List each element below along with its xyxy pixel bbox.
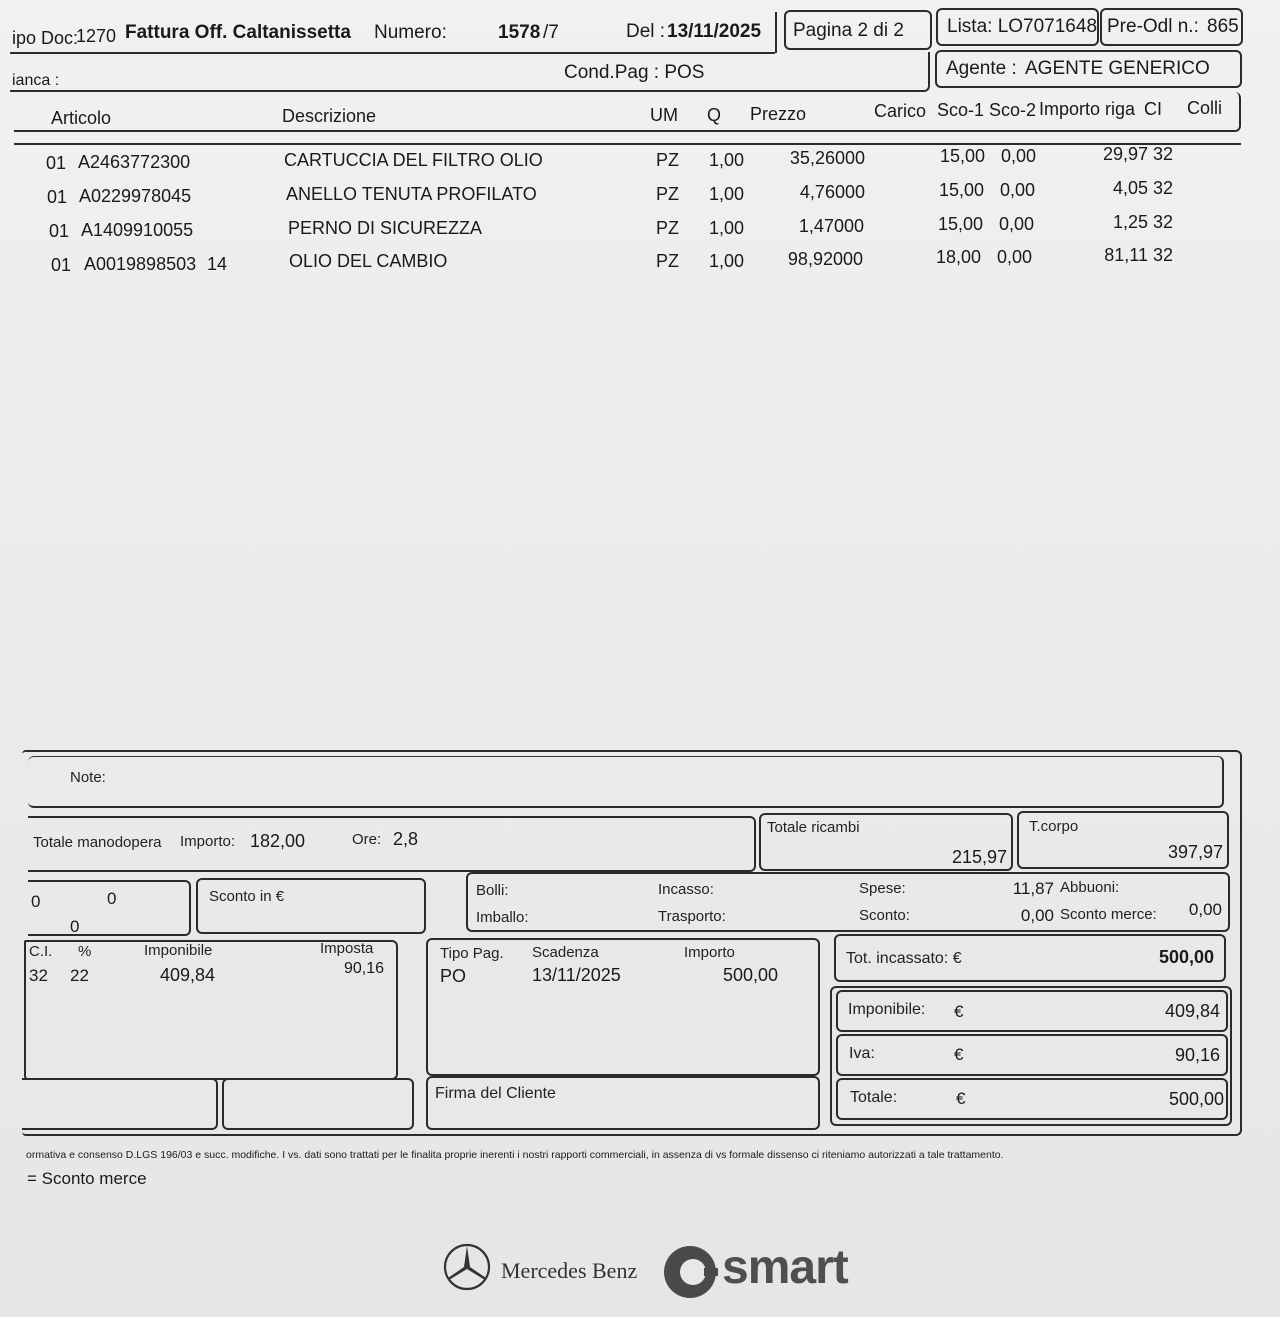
row-prezzo: 1,47000 [798,216,864,236]
row-ci: 32 [1153,212,1174,232]
col-q: Q [707,105,722,125]
iva-tot-value: 90,16 [1174,1045,1220,1065]
cond-pag: Cond.Pag : POS [564,62,705,83]
mercedes-logo [442,1242,492,1297]
iva-imponibile-value: 409,84 [160,965,216,985]
row-sco2: 0,00 [1000,180,1036,200]
smart-logo-icon [662,1244,718,1300]
iva-imponibile-label: Imponibile [144,942,213,959]
euro-sign: € [954,1002,964,1021]
sconto-merce-label: Sconto merce: [1060,906,1157,923]
sconto-box [196,878,426,934]
row-articolo: A0229978045 [79,186,192,206]
manodopera-ore-label: Ore: [352,831,382,848]
lista: Lista: LO7071648 [947,16,1098,37]
spese-value: 11,87 [1012,879,1054,898]
row-articolo: A2463772300 [78,152,191,172]
row-mag: 01 [47,187,68,207]
col-sco2: Sco-2 [989,100,1037,120]
row-articolo: A0019898503 [84,254,197,274]
firma-box [426,1076,820,1130]
imponibile-tot-value: 409,84 [1164,1001,1220,1021]
pre-odl-value: 865 [1207,16,1239,37]
pre-odl-box [1100,8,1243,46]
col-carico: Carico [874,101,927,121]
row-ci: 32 [1153,178,1174,198]
row-prezzo: 35,26000 [789,148,865,168]
iva-pct-value: 22 [70,966,89,985]
smart-text: smart [722,1241,848,1294]
imponibile-tot-box [836,990,1228,1032]
note-label: Note: [70,769,106,786]
row-um: PZ [656,251,680,271]
row-sco2: 0,00 [1001,146,1037,166]
row-importo: 81,11 [1104,245,1148,265]
imballo-label: Imballo: [476,909,529,926]
abbuoni-label: Abbuoni: [1060,879,1120,896]
table-header [14,92,1241,132]
manodopera-label: Totale manodopera [33,834,162,851]
row-importo: 29,97 [1102,144,1148,164]
row-ci: 32 [1153,245,1174,265]
empty-box-2 [222,1078,414,1130]
iva-ci-label: C.I. [29,943,53,960]
row-sco1: 15,00 [940,146,986,166]
row-descrizione: CARTUCCIA DEL FILTRO OLIO [284,150,543,170]
pagina-box [784,10,932,50]
banca-label: ianca : [12,72,60,89]
row-prezzo: 98,92000 [787,249,863,269]
row-sco1: 18,00 [936,247,982,267]
totale-value: 500,00 [1168,1089,1224,1109]
row-sco1: 15,00 [939,180,985,200]
col-descrizione: Descrizione [282,106,377,126]
totale-label: Totale: [850,1089,898,1106]
sconto-spese-label: Sconto: [859,907,910,924]
row-sco2: 0,00 [999,214,1035,234]
imponibile-tot-label: Imponibile: [848,1001,926,1018]
incasso-label: Incasso: [658,881,714,898]
col-colli: Colli [1187,98,1223,118]
row-prezzo: 4,76000 [799,182,865,202]
row-extra: 14 [207,254,228,274]
row-mag: 01 [46,153,67,173]
row-q: 1,00 [709,218,745,238]
row-descrizione: ANELLO TENUTA PROFILATO [286,184,537,204]
scadenza-value: 13/11/2025 [532,965,621,985]
agente-label: Agente : [946,58,1017,79]
t-corpo-label: T.corpo [1029,818,1079,835]
del-value: 13/11/2025 [667,21,762,42]
bolli-label: Bolli: [476,882,509,899]
mercedes-star-icon [442,1242,492,1292]
totale-ricambi-label: Totale ricambi [767,819,860,836]
zero-c: 0 [70,917,80,936]
row-importo: 1,25 [1112,212,1148,232]
iva-tot-box [836,1034,1228,1076]
totale-box [836,1078,1228,1120]
importo-pag-value: 500,00 [722,965,778,985]
tipo-doc-label: ipo Doc: [12,28,79,48]
iva-tot-label: Iva: [849,1045,875,1062]
iva-box [24,940,398,1080]
lista-box [936,8,1099,46]
spese-label: Spese: [859,880,906,897]
row-sco2: 0,00 [997,247,1033,267]
row-q: 1,00 [709,184,745,204]
tot-incassato-value: 500,00 [1158,947,1214,967]
col-importo: Importo riga [1039,99,1136,119]
numero-suffix: /7 [543,22,559,43]
sconto-spese-value: 0,00 [1020,906,1054,925]
zero-a: 0 [31,892,41,911]
doc-title: Fattura Off. Caltanissetta [125,22,351,43]
importo-pag-label: Importo [684,944,735,961]
col-ci: CI [1144,99,1162,119]
row-mag: 01 [51,255,72,275]
smart-logo [662,1244,718,1305]
cond-pag-box [10,52,930,92]
manodopera-importo-label: Importo: [180,833,236,850]
tot-incassato-box [834,934,1226,982]
zero-b: 0 [107,889,117,908]
note-box [28,756,1224,808]
sconto-merce-value: 0,00 [1188,900,1222,919]
t-corpo-value: 397,97 [1167,842,1223,862]
trasporto-label: Trasporto: [658,908,726,925]
pre-odl-label: Pre-Odl n.: [1107,16,1199,37]
empty-box-1 [22,1078,218,1130]
mercedes-text: Mercedes Benz [501,1258,638,1283]
row-descrizione: PERNO DI SICUREZZA [288,218,483,238]
spese-box [466,872,1230,932]
row-sco1: 15,00 [938,214,984,234]
pagina: Pagina 2 di 2 [793,20,904,41]
zeros-box [28,880,191,936]
scadenza-label: Scadenza [532,944,599,961]
numero-label: Numero: [374,22,447,43]
manodopera-box [28,816,756,872]
row-um: PZ [656,150,680,170]
euro-sign: € [954,1045,964,1064]
row-q: 1,00 [709,251,745,271]
col-sco1: Sco-1 [937,100,985,120]
firma-label: Firma del Cliente [435,1085,556,1102]
manodopera-ore-value: 2,8 [393,829,419,849]
tipo-doc-value: 1270 [76,26,117,46]
tot-incassato-label: Tot. incassato: € [846,950,962,967]
iva-ci-value: 32 [29,966,48,985]
pagamento-box [426,938,820,1076]
manodopera-importo-value: 182,00 [250,831,306,851]
row-importo: 4,05 [1112,178,1148,198]
iva-pct-label: % [78,943,92,960]
col-prezzo: Prezzo [750,104,807,124]
privacy-text: ormativa e consenso D.LGS 196/03 e succ. modifiche. I vs. dati sono trattati per le finalita proprie inerenti i nostri rapporti commerciali, in assenza di vs formale dissenso ci riteniamo autorizzati a tale trattamento. [26,1149,1004,1161]
row-ci: 32 [1153,144,1174,164]
iva-imposta-label: Imposta [320,940,374,957]
numero-value: 1578 [498,22,541,43]
legend-text: = Sconto merce [27,1169,147,1188]
col-um: UM [650,105,678,125]
sconto-label: Sconto in € [209,888,285,905]
row-um: PZ [656,184,680,204]
row-mag: 01 [49,221,70,241]
tipo-pag-value: PO [440,966,467,986]
totale-ricambi-box [759,813,1013,871]
totale-ricambi-value: 215,97 [951,847,1007,867]
row-articolo: A1409910055 [81,220,194,240]
del-label: Del : [626,21,666,42]
tipo-pag-label: Tipo Pag. [440,945,504,962]
iva-imposta-value: 90,16 [343,960,384,977]
agente-box [935,50,1242,88]
t-corpo-box [1017,811,1229,869]
euro-sign: € [956,1089,966,1108]
row-q: 1,00 [709,150,745,170]
row-descrizione: OLIO DEL CAMBIO [289,251,448,271]
agente-value: AGENTE GENERICO [1025,58,1210,79]
col-articolo: Articolo [51,108,112,128]
row-um: PZ [656,218,680,238]
